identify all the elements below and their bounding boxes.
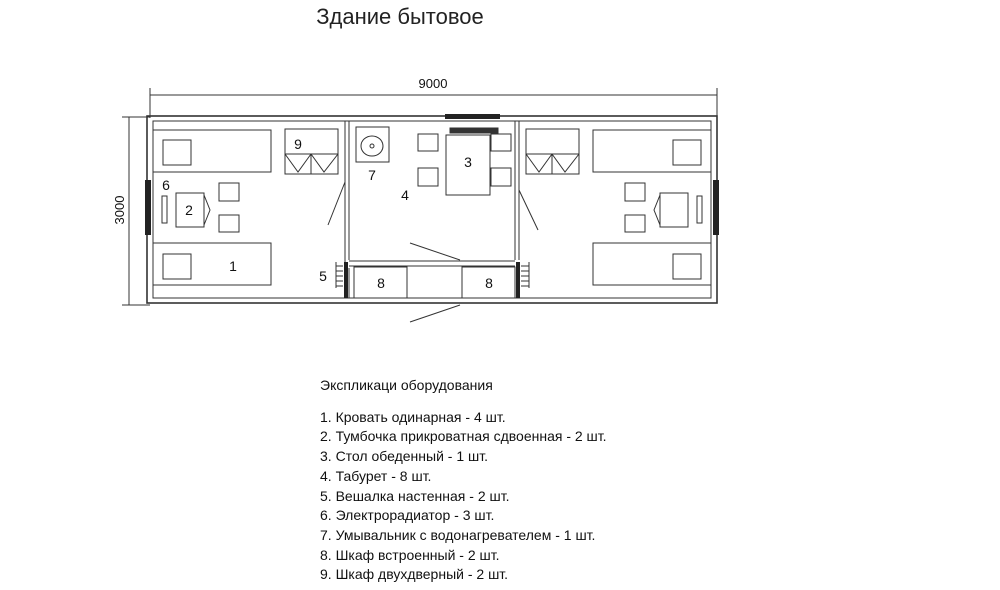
label-nightstand: 2	[185, 202, 193, 218]
window-top	[445, 114, 500, 119]
stool-4	[491, 168, 511, 186]
legend-item: 9. Шкаф двухдверный - 2 шт.	[320, 566, 509, 583]
hanger-right	[521, 262, 529, 288]
entrance-door-swing	[410, 305, 460, 322]
label-radiator: 6	[162, 177, 170, 193]
legend-item: 1. Кровать одинарная - 4 шт.	[320, 408, 506, 425]
stool-1	[418, 134, 438, 151]
nightstand-right	[660, 193, 688, 227]
label-double-wardrobe: 9	[294, 136, 302, 152]
height-dimension: 3000	[112, 195, 127, 225]
label-wardrobe-left: 8	[377, 275, 385, 291]
label-bed: 1	[229, 258, 237, 274]
label-wardrobe-right: 8	[485, 275, 493, 291]
legend-item: 2. Тумбочка прикроватная сдвоенная - 2 шт.	[320, 428, 607, 445]
window-right	[713, 180, 719, 235]
legend-item: 7. Умывальник с водонагревателем - 1 шт.	[320, 526, 596, 543]
door-opening-right	[516, 262, 520, 298]
legend-item: 8. Шкаф встроенный - 2 шт.	[320, 546, 500, 563]
hanger-left	[336, 262, 343, 288]
outer-wall	[147, 116, 717, 303]
label-stool: 4	[401, 187, 409, 203]
window-left	[145, 180, 151, 235]
label-hanger: 5	[319, 268, 327, 284]
stool-3	[491, 134, 511, 151]
stool-2	[418, 168, 438, 186]
label-washbasin: 7	[368, 167, 376, 183]
drawing-title: Здание бытовое	[316, 4, 484, 29]
legend-item: 6. Электрорадиатор - 3 шт.	[320, 507, 495, 524]
door-swing-right	[519, 190, 538, 230]
door-swing-left	[328, 182, 345, 225]
legend-item: 4. Табурет - 8 шт.	[320, 467, 432, 484]
width-dimension-line	[150, 88, 717, 118]
width-dimension: 9000	[418, 76, 448, 91]
legend-item: 3. Стол обеденный - 1 шт.	[320, 448, 488, 465]
radiator-left	[162, 196, 167, 223]
equipment-legend	[320, 376, 607, 585]
legend-item: 5. Вешалка настенная - 2 шт.	[320, 487, 510, 504]
label-dining-table: 3	[464, 154, 472, 170]
radiator-right	[697, 196, 702, 223]
bed-top-left	[153, 130, 271, 172]
bed-top-right	[593, 130, 711, 172]
legend-heading: Экспликаци оборудования	[320, 377, 493, 393]
door-opening-left	[344, 262, 348, 298]
